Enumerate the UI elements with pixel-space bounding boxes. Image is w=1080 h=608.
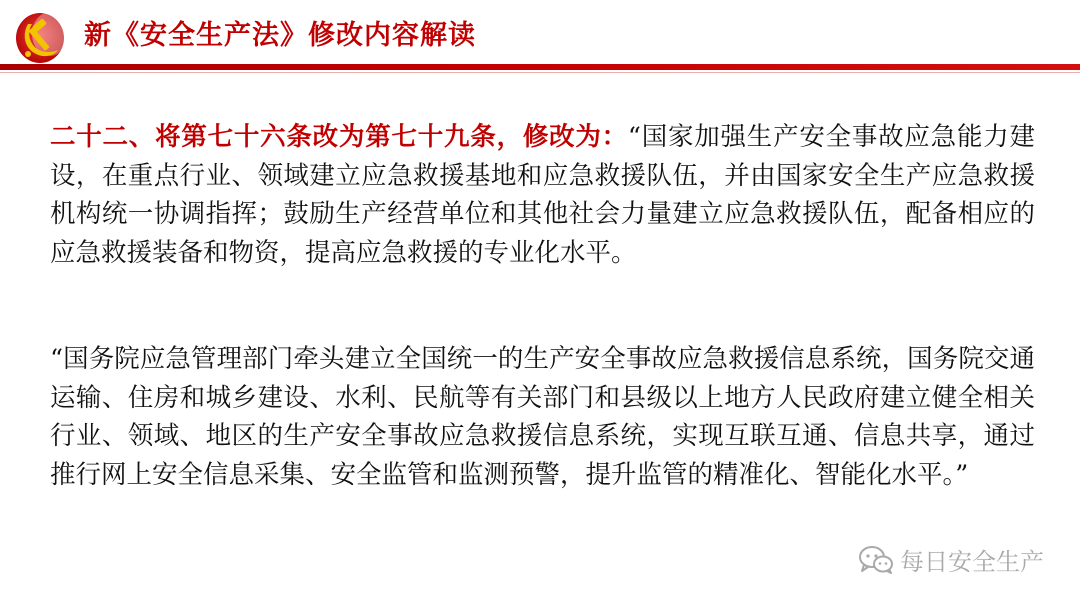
article-paragraph-2: “国务院应急管理部门牵头建立全国统一的生产安全事故应急救援信息系统，国务院交通运输、住房和城乡建设、水利、民航等有关部门和县级以上地方人民政府建立健全相关行业、领域、地区的生产安全事故应急救援信息系统，实现互联互通、信息共享，通过推行网上安全信息采集、安全监管和监测预警，提升监管的精准化、智能化水平。” xyxy=(50,344,1035,490)
header-divider xyxy=(0,64,1080,70)
article-paragraph-1-text: “国家加强生产安全事故应急能力建设，在重点行业、领域建立应急救援基地和应急救援队伍，并由国家安全生产应急救援机构统一协调指挥；鼓励生产经营单位和其他社会力量建立应急救援队伍，配备相应的应急救援装备和物资，提高应急救援的专业化水平。 xyxy=(50,122,1035,268)
page-title: 新《安全生产法》修改内容解读 xyxy=(84,20,476,51)
watermark-text: 每日安全生产 xyxy=(900,548,1044,576)
wechat-icon xyxy=(858,545,894,575)
party-emblem-icon xyxy=(14,10,70,66)
article-paragraph-1 xyxy=(50,118,1035,272)
watermark xyxy=(858,542,1044,577)
header-divider-thin xyxy=(0,72,1080,73)
article-heading: 二十二、将第七十六条改为第七十九条，修改为： xyxy=(50,122,628,152)
